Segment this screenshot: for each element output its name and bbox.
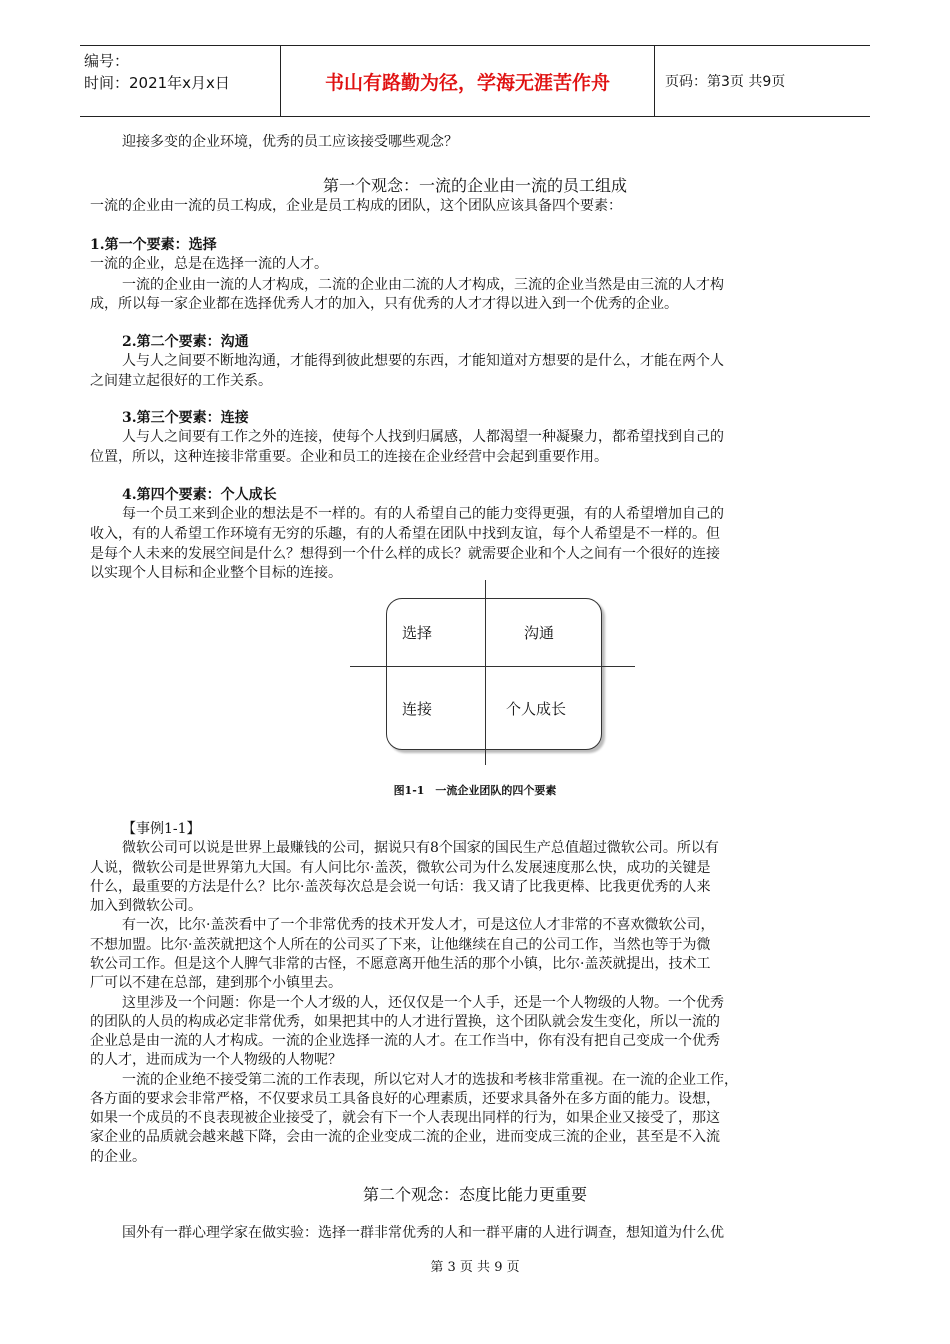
document-date: 时间：2021年x月x日 <box>84 74 230 92</box>
paragraph-line: 如果一个成员的不良表现被企业接受了，就会有下一个人表现出同样的行为，如果企业又接受了，那这 <box>90 1110 720 1126</box>
paragraph-line: 的团队的人员的构成必定非常优秀，如果把其中的人才进行置换，这个团队就会发生变化，所以一流的 <box>90 1014 720 1030</box>
intro-question: 迎接多变的企业环境，优秀的员工应该接受哪些观念？ <box>122 134 458 150</box>
paragraph-line: 加入到微软公司。 <box>90 898 202 914</box>
paragraph-line: 软公司工作。但是这个人脾气非常的古怪，不愿意离开他生活的那个小镇，比尔·盖茨就提出，技术工 <box>90 956 711 972</box>
diagram-label-selection: 选择 <box>402 624 433 642</box>
paragraph-line: 家企业的品质就会越来越下降，会由一流的企业变成二流的企业，进而变成三流的企业，甚至是不入流 <box>90 1129 720 1145</box>
paragraph-line: 一流的企业绝不接受第二流的工作表现，所以它对人才的选拔和考核非常重视。在一流的企业工作， <box>122 1072 738 1088</box>
paragraph-line: 企业总是由一流的人才构成。一流的企业选择一流的人才。在工作当中，你有没有把自己变成一个优秀 <box>90 1033 720 1049</box>
figure-caption: 图1-1 一流企业团队的四个要素 <box>393 784 557 797</box>
diagram-label-communication: 沟通 <box>524 624 555 642</box>
four-elements-diagram <box>350 580 635 765</box>
diagram-rounded-box <box>386 598 602 750</box>
paragraph-line: 成，所以每一家企业都在选择优秀人才的加入，只有优秀的人才才得以进入到一个优秀的企业。 <box>90 296 678 312</box>
paragraph-line: 有一次，比尔·盖茨看中了一个非常优秀的技术开发人才，可是这位人才非常的不喜欢微软公司， <box>122 917 715 933</box>
diagram-label-growth: 个人成长 <box>506 700 567 718</box>
paragraph-line: 什么，最重要的方法是什么？比尔·盖茨每次总是会说一句话：我又请了比我更棒、比我更优秀的人来 <box>90 879 711 895</box>
paragraph-line: 不想加盟。比尔·盖茨就把这个人所在的公司买了下来，让他继续在自己的公司工作，当然也等于为微 <box>90 937 711 953</box>
paragraph-line: 这里涉及一个问题：你是一个人才级的人，还仅仅是一个人手，还是一个人物级的人物。一个优秀 <box>122 995 724 1011</box>
paragraph: 一流的企业由一流的员工构成，企业是员工构成的团队，这个团队应该具备四个要素： <box>90 198 622 214</box>
paragraph-line: 之间建立起很好的工作关系。 <box>90 373 272 389</box>
paragraph-line: 是每个人未来的发展空间是什么？想得到一个什么样的成长？就需要企业和个人之间有一个很好的连接 <box>90 546 720 562</box>
section-title-connection: 3.第三个要素：连接 <box>122 410 249 426</box>
paragraph-line: 一流的企业由一流的人才构成，二流的企业由二流的人才构成，三流的企业当然是由三流的人才构 <box>122 277 724 293</box>
paragraph-line: 人说，微软公司是世界第九大国。有人问比尔·盖茨，微软公司为什么发展速度那么快，成功的关键是 <box>90 860 711 876</box>
paragraph-line: 位置，所以，这种连接非常重要。企业和员工的连接在企业经营中会起到重要作用。 <box>90 449 608 465</box>
heading-concept-2: 第二个观念：态度比能力更重要 <box>362 1185 587 1204</box>
paragraph-line: 国外有一群心理学家在做实验：选择一群非常优秀的人和一群平庸的人进行调查，想知道为什么优 <box>122 1225 724 1241</box>
paragraph-line: 的人才，进而成为一个人物级的人物呢？ <box>90 1052 342 1068</box>
section-title-communication: 2.第二个要素：沟通 <box>122 334 249 350</box>
page-header <box>80 45 870 117</box>
paragraph-line: 收入，有的人希望工作环境有无穷的乐趣，有的人希望在团队中找到友谊，每个人希望是不一样的。但 <box>90 526 720 542</box>
case-title: 【事例1-1】 <box>122 821 201 837</box>
paragraph-line: 微软公司可以说是世界上最赚钱的公司，据说只有8个国家的国民生产总值超过微软公司。所以有 <box>122 840 719 856</box>
document-number-label: 编号： <box>84 52 130 70</box>
heading-concept-1: 第一个观念：一流的企业由一流的员工组成 <box>322 176 627 195</box>
page-footer: 第 3 页 共 9 页 <box>430 1260 520 1275</box>
paragraph-line: 的企业。 <box>90 1149 146 1165</box>
diagram-horizontal-axis <box>350 666 635 667</box>
paragraph-line: 人与人之间要不断地沟通，才能得到彼此想要的东西，才能知道对方想要的是什么，才能在两个人 <box>122 353 724 369</box>
paragraph-line: 人与人之间要有工作之外的连接，使每个人找到归属感，人都渴望一种凝聚力，都希望找到自己的 <box>122 429 724 445</box>
diagram-vertical-axis <box>485 580 486 765</box>
header-meta <box>80 46 281 116</box>
paragraph-line: 以实现个人目标和企业整个目标的连接。 <box>90 565 342 581</box>
paragraph-line: 厂可以不建在总部，建到那个小镇里去。 <box>90 975 342 991</box>
header-motto: 书山有路勤为径，学海无涯苦作舟 <box>281 46 655 116</box>
section-title-selection: 1.第一个要素：选择 <box>90 237 217 253</box>
header-page-info: 页码：第3页 共9页 <box>665 74 786 90</box>
paragraph-line: 各方面的要求会非常严格，不仅要求员工具备良好的心理素质，还要求具备外在多方面的能力。设想， <box>90 1091 720 1107</box>
diagram-label-connection: 连接 <box>402 700 433 718</box>
paragraph-line: 每一个员工来到企业的想法是不一样的。有的人希望自己的能力变得更强，有的人希望增加自己的 <box>122 506 724 522</box>
paragraph-line: 一流的企业，总是在选择一流的人才。 <box>90 256 328 272</box>
section-title-growth: 4.第四个要素：个人成长 <box>122 487 277 503</box>
